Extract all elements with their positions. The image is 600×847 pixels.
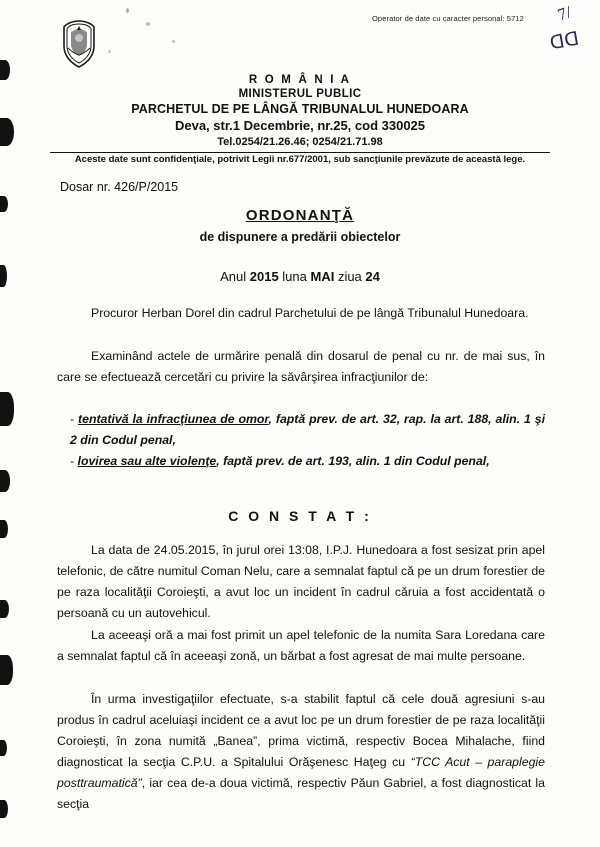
dateline: [0, 269, 600, 284]
header-phone: Tel.0254/21.26.46; 0254/21.71.98: [217, 136, 383, 148]
scan-speck-2: [146, 22, 150, 26]
investigation-text-2: , iar cea de-a doua victimă, respectiv Păun Gabriel, a fost diagnosticat la secţia: [57, 776, 545, 811]
header-office: PARCHETUL DE PE LÂNGĂ TRIBUNALUL HUNEDOARA: [131, 102, 469, 116]
dateline-year: 2015: [249, 269, 279, 284]
paragraph-second-call: La aceeaşi oră a mai fost primit un apel telefonic de la numita Sara Loredana care a semnalat faptul că în aceeaşi zonă, un bărbat a fost agresat de mai multe persoane.: [57, 628, 545, 663]
header-ministry: MINISTERUL PUBLIC: [238, 88, 362, 100]
operator-note: Operator de date cu caracter personal: 5712: [372, 14, 524, 23]
case-number: Dosar nr. 426/P/2015: [60, 180, 179, 194]
header-address: Deva, str.1 Decembrie, nr.25, cod 330025: [174, 118, 426, 133]
paragraph-prosecutor: Procuror Herban Dorel din cadrul Parchetului de pe lângă Tribunalul Hunedoara.: [91, 306, 529, 320]
offence-name-1: tentativă la infracţiunea de omor: [78, 412, 269, 426]
scan-artifact-edge-5: [0, 392, 14, 426]
paragraph-examination: Examinând actele de urmărire penală din dosarul de penal cu nr. de mai sus, în care se efectuează cercetări cu privire la săvârşirea infracţiunilor de:: [57, 349, 545, 384]
header-country: R O M Â N I A: [248, 74, 352, 86]
document-title: ORDONANŢĂ: [245, 207, 355, 224]
paragraph-investigation: [57, 689, 545, 815]
scan-speck-1: [126, 8, 129, 13]
dateline-prefix: Anul: [220, 269, 250, 284]
coat-of-arms-icon: [58, 18, 100, 70]
scan-speck-4: [108, 50, 111, 53]
dateline-month: MAI: [310, 269, 335, 284]
header-divider: [50, 152, 550, 153]
diagnosis-quote: “TCC Acut – paraplegie posttraumatică”: [57, 755, 545, 790]
paragraph-report: La data de 24.05.2015, în jurul orei 13:08, I.P.J. Hunedoara a fost sesizat prin apel telefonic, de către numitul Coman Nelu, care a semnalat faptul că pe un drum forestier de pe raza localităţii Coroieşti, a avut loc un incident în cadrul căruia a fost accidentată o persoană cu un autovehicul.: [57, 543, 545, 620]
dateline-month-label: luna: [278, 269, 311, 284]
scan-artifact-edge-8: [0, 600, 9, 618]
scan-artifact-edge-9: [0, 655, 13, 685]
offence-ref-1: , faptă prev. de art. 32, rap. la art. 188, alin. 1 şi 2 din Codul penal,: [70, 412, 545, 447]
offence-ref-2: , faptă prev. de art. 193, alin. 1 din Codul penal,: [216, 454, 490, 468]
offence-item-2: [70, 451, 545, 472]
scan-artifact-edge-10: [0, 740, 7, 756]
margin-scribble-second: ᗡᗡ: [548, 28, 581, 55]
offence-item-1: [70, 409, 545, 451]
investigation-text-1: În urma investigaţiilor efectuate, s-a stabilit faptul că cele două agresiuni s-au produs în cadrul aceluiaşi incident ce a avut loc pe un drum forestier de pe raza localităţii Coroieşti, în zona numită „Banea”, prima victimă, respectiv Bocea Mihalache, fiind diagnosticat la secţia C.P.U. a Spitalului Orăşenesc Haţeg cu: [57, 692, 545, 769]
offence-dash-1: -: [70, 412, 75, 426]
scan-speck-3: [172, 40, 175, 43]
confidentiality-note: Aceste date sunt confidenţiale, potrivit Legii nr.677/2001, sub sancţiunile prevăzute de această lege.: [74, 154, 526, 165]
margin-scribble-top: 7/: [555, 2, 574, 25]
scan-artifact-edge-6: [0, 470, 10, 492]
offence-name-2: lovirea sau alte violenţe: [77, 454, 217, 468]
scan-artifact-edge-11: [0, 800, 8, 818]
dateline-day-label: ziua: [334, 269, 366, 284]
offence-dash-2: -: [70, 454, 75, 468]
document-subtitle: de dispunere a predării obiectelor: [199, 230, 401, 244]
constat-heading: C O N S T A T :: [228, 508, 372, 524]
dateline-day: 24: [365, 269, 380, 284]
